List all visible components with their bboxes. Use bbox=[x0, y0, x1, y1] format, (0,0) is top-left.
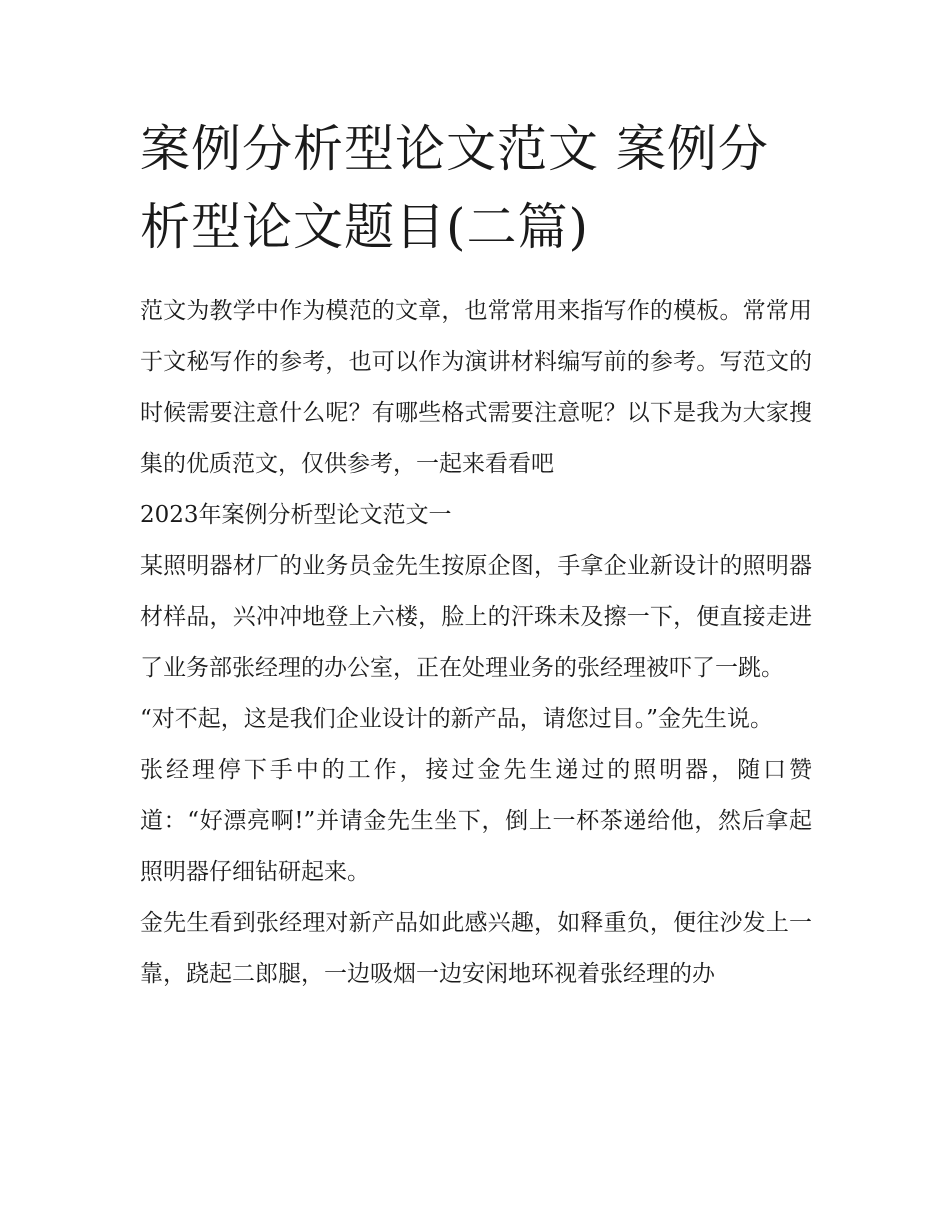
paragraph-intro: 范文为教学中作为模范的文章，也常常用来指写作的模板。常常用于文秘写作的参考，也可以作为演讲材料编写前的参考。写范文的时候需要注意什么呢？有哪些格式需要注意呢？以下是我为大家搜集的优质范文，仅供参考，一起来看看吧 bbox=[140, 298, 812, 477]
document-body bbox=[140, 286, 812, 1000]
paragraph: 某照明器材厂的业务员金先生按原企图，手拿企业新设计的照明器材样品，兴冲冲地登上六楼，脸上的汗珠未及擦一下，便直接走进了业务部张经理的办公室，正在处理业务的张经理被吓了一跳。 bbox=[140, 553, 812, 681]
paragraph: 张经理停下手中的工作，接过金先生递过的照明器，随口赞道：“好漂亮啊!”并请金先生坐下，倒上一杯茶递给他，然后拿起照明器仔细钻研起来。 bbox=[140, 757, 812, 885]
document-page bbox=[140, 110, 812, 1000]
document-title: 案例分析型论文范文 案例分析型论文题目(二篇) bbox=[140, 120, 769, 256]
paragraph: “对不起，这是我们企业设计的新产品，请您过目。”金先生说。 bbox=[140, 706, 774, 732]
section-heading: 2023年案例分析型论文范文一 bbox=[140, 502, 452, 528]
paragraph: 金先生看到张经理对新产品如此感兴趣，如释重负，便往沙发上一靠，跷起二郎腿，一边吸烟一边安闲地环视着张经理的办 bbox=[140, 910, 812, 987]
